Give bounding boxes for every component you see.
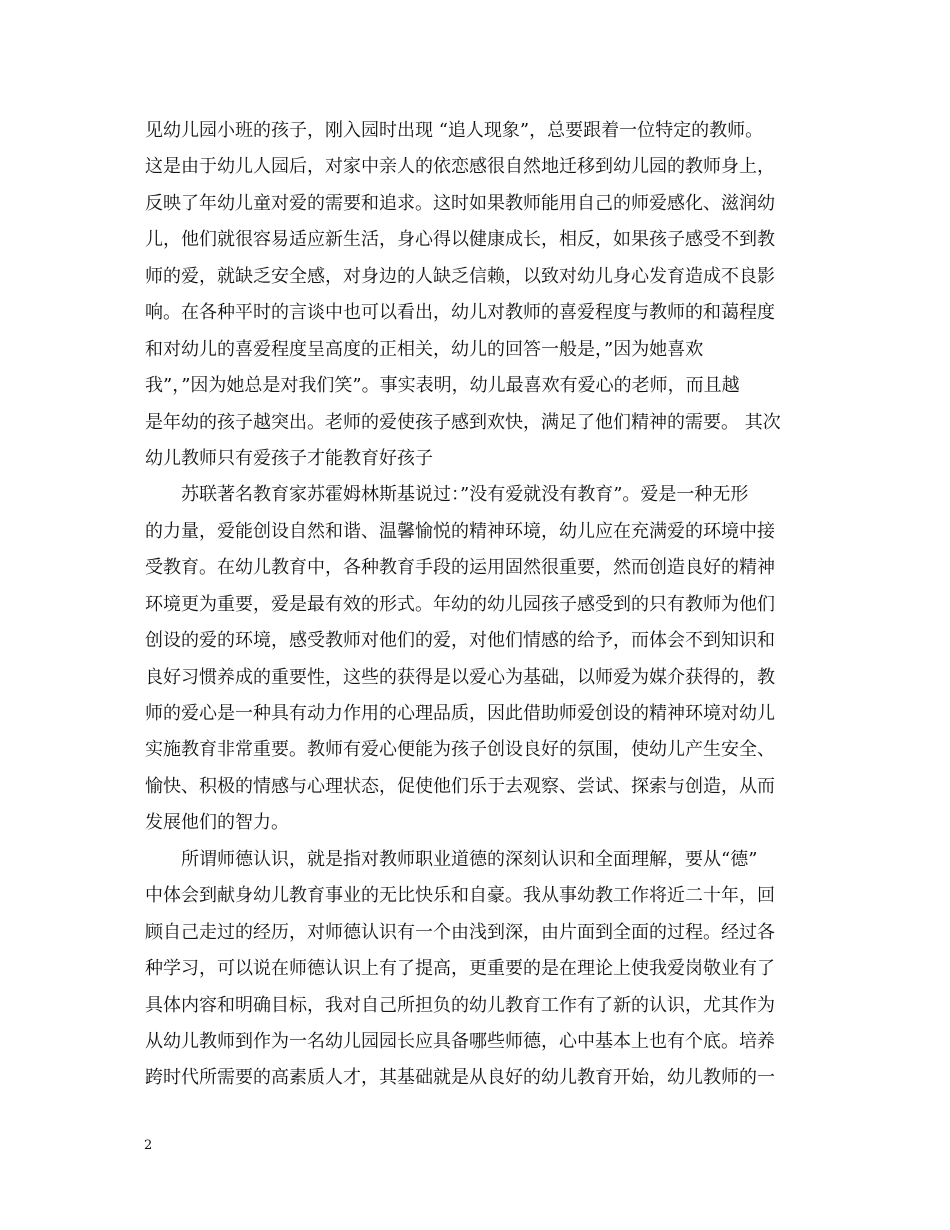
body-text xyxy=(145,113,807,1097)
text-line: 所谓师德认识，就是指对教师职业道德的深刻认识和全面理解，要从“德” xyxy=(145,848,758,870)
page-number: 2 xyxy=(144,1138,153,1153)
text-line: 是年幼的孩子越突出。老师的爱使孩子感到欢快，满足了他们精神的需要。 其次 xyxy=(145,411,781,433)
text-line: 从幼儿教师到作为一名幼儿园园长应具备哪些师德，心中基本上也有个底。培养 xyxy=(145,1030,775,1052)
text-line: 见幼儿园小班的孩子，刚入园时出现 “追人现象”，总要跟着一位特定的教师。 xyxy=(145,120,764,141)
text-line: 反映了年幼儿童对爱的需要和追求。这时如果教师能用自己的师爱感化、滋润幼 xyxy=(145,192,775,214)
text-line: 实施教育非常重要。教师有爱心便能为孩子创设良好的氛围，使幼儿产生安全、 xyxy=(145,739,775,761)
text-line: 顾自己走过的经历，对师德认识有一个由浅到深，由片面到全面的过程。经过各 xyxy=(145,921,775,943)
text-line: 我”，”因为她总是对我们笑”。事实表明，幼儿最喜欢有爱心的老师，而且越 xyxy=(145,375,740,397)
text-line: 受教育。在幼儿教育中，各种教育手段的运用固然很重要，然而创造良好的精神 xyxy=(145,557,775,579)
text-line: 中体会到献身幼儿教育事业的无比快乐和自豪。我从事幼教工作将近二十年，回 xyxy=(145,885,775,907)
text-line: 种学习，可以说在师德认识上有了提高，更重要的是在理论上使我爱岗敬业有了 xyxy=(145,958,775,980)
text-line: 儿，他们就很容易适应新生活，身心得以健康成长，相反，如果孩子感受不到教 xyxy=(145,229,775,251)
text-line: 愉快、积极的情感与心理状态，促使他们乐于去观察、尝试、探索与创造，从而 xyxy=(145,775,775,797)
text-line: 和对幼儿的喜爱程度呈高度的正相关，幼儿的回答一般是，”因为她喜欢 xyxy=(145,338,704,360)
text-line: 跨时代所需要的高素质人才，其基础就是从良好的幼儿教育开始，幼儿教师的一 xyxy=(145,1067,775,1089)
text-line: 的力量，爱能创设自然和谐、温馨愉悦的精神环境，幼儿应在充满爱的环境中接 xyxy=(145,520,775,542)
text-line: 响。在各种平时的言谈中也可以看出，幼儿对教师的喜爱程度与教师的和蔼程度 xyxy=(145,302,775,324)
text-line: 这是由于幼儿人园后，对家中亲人的依恋感很自然地迁移到幼儿园的教师身上， xyxy=(145,156,775,178)
text-line: 创设的爱的环境，感受教师对他们的爱，对他们情感的给予，而体会不到知识和 xyxy=(145,630,775,652)
text-line: 环境更为重要，爱是最有效的形式。年幼的幼儿园孩子感受到的只有教师为他们 xyxy=(145,593,775,615)
text-line: 具体内容和明确目标，我对自己所担负的幼儿教育工作有了新的认识，尤其作为 xyxy=(145,994,775,1016)
text-line: 师的爱心是一种具有动力作用的心理品质，因此借助师爱创设的精神环境对幼儿 xyxy=(145,703,775,724)
text-line: 良好习惯养成的重要性，这些的获得是以爱心为基础，以师爱为媒介获得的，教 xyxy=(145,666,775,688)
text-line: 苏联著名教育家苏霍姆林斯基说过：”没有爱就没有教育”。爱是一种无形 xyxy=(145,484,749,506)
text-line: 幼儿教师只有爱孩子才能教育好孩子 xyxy=(145,447,433,469)
text-line: 发展他们的智力。 xyxy=(145,812,289,834)
text-line: 师的爱，就缺乏安全感，对身边的人缺乏信赖，以致对幼儿身心发育造成不良影 xyxy=(145,265,775,287)
